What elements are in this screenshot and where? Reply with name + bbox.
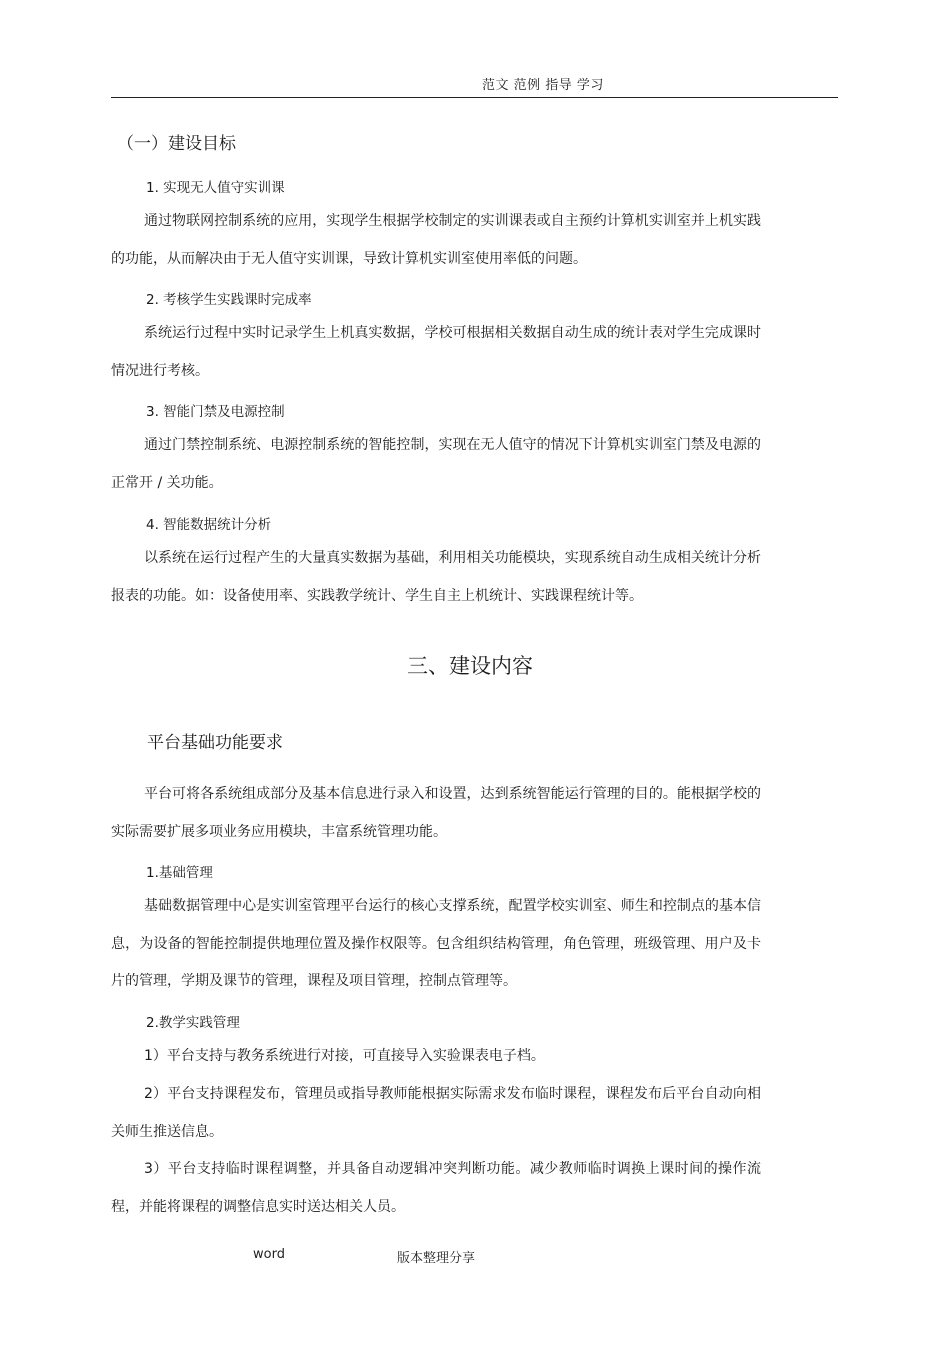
teaching-point-1: 1）平台支持与教务系统进行对接，可直接导入实验课表电子档。 (144, 1048, 545, 1064)
teaching-point-2: 2）平台支持课程发布，管理员或指导教师能根据实际需求发布临时课程，课程发布后平台自动向相关师生推送信息。 (111, 1086, 761, 1140)
section-three-title: 三、建设内容 (407, 654, 533, 678)
item-4-paragraph: 以系统在运行过程产生的大量真实数据为基础，利用相关功能模块，实现系统自动生成相关统计分析报表的功能。如：设备使用率、实践教学统计、学生自主上机统计、实践课程统计等。 (111, 550, 761, 604)
footer-right-text: 版本整理分享 (397, 1251, 476, 1266)
item-4-heading: 4. 智能数据统计分析 (146, 517, 272, 533)
section-three-intro: 平台可将各系统组成部分及基本信息进行录入和设置，达到系统智能运行管理的目的。能根据学校的实际需要扩展多项业务应用模块，丰富系统管理功能。 (111, 786, 761, 840)
item-3-paragraph: 通过门禁控制系统、电源控制系统的智能控制，实现在无人值守的情况下计算机实训室门禁及电源的正常开 / 关功能。 (111, 437, 761, 491)
section-one-title: （一）建设目标 (117, 134, 236, 154)
section-three-subtitle: 平台基础功能要求 (147, 733, 283, 753)
footer-left-text: word (253, 1247, 285, 1262)
item-2-heading: 2. 考核学生实践课时完成率 (146, 292, 312, 308)
item-2-paragraph: 系统运行过程中实时记录学生上机真实数据，学校可根据相关数据自动生成的统计表对学生完成课时情况进行考核。 (111, 325, 761, 379)
basic-management-paragraph: 基础数据管理中心是实训室管理平台运行的核心支撑系统，配置学校实训室、师生和控制点的基本信息，为设备的智能控制提供地理位置及操作权限等。包含组织结构管理，角色管理，班级管理、用户及卡片的管理，学期及课节的管理，课程及项目管理，控制点管理等。 (111, 898, 761, 989)
item-3-heading: 3. 智能门禁及电源控制 (146, 404, 285, 420)
item-1-heading: 1. 实现无人值守实训课 (146, 180, 285, 196)
basic-management-heading: 1.基础管理 (146, 865, 213, 881)
header-divider (111, 97, 838, 98)
page-header: 范文 范例 指导 学习 (482, 78, 604, 93)
item-1-paragraph: 通过物联网控制系统的应用，实现学生根据学校制定的实训课表或自主预约计算机实训室并上机实践的功能，从而解决由于无人值守实训课，导致计算机实训室使用率低的问题。 (111, 213, 761, 267)
teaching-practice-heading: 2.教学实践管理 (146, 1015, 240, 1031)
teaching-point-3: 3）平台支持临时课程调整，并具备自动逻辑冲突判断功能。减少教师临时调换上课时间的操作流程，并能将课程的调整信息实时送达相关人员。 (111, 1161, 761, 1215)
